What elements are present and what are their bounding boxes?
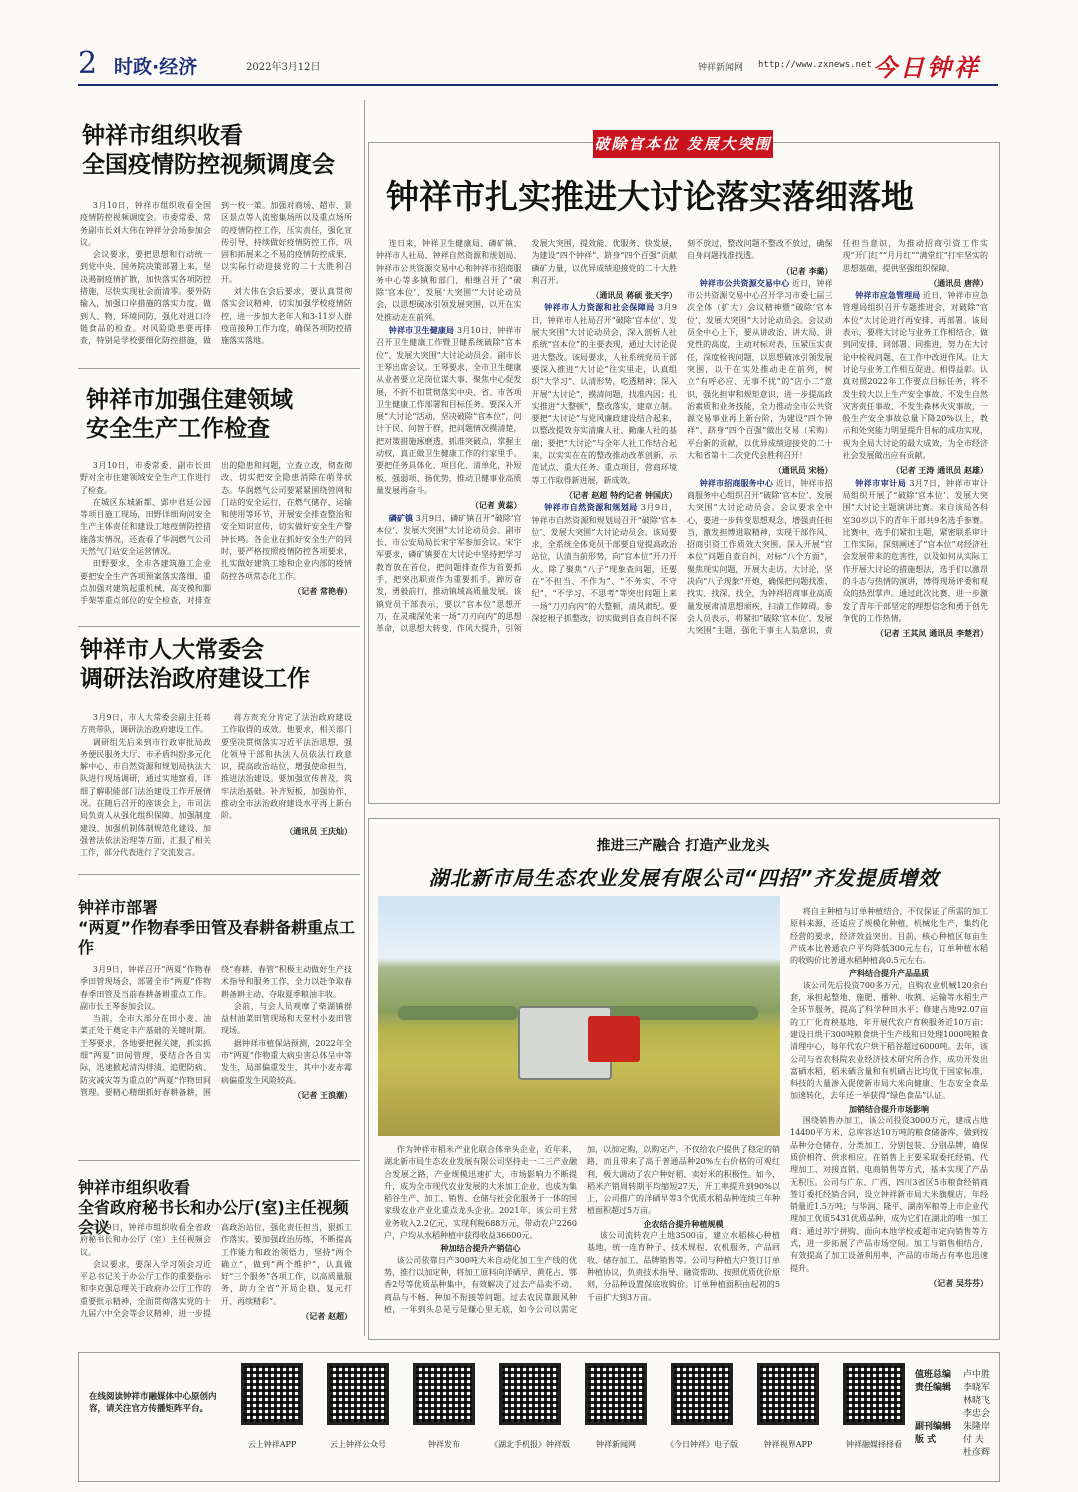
feature-title: 湖北新市局生态农业发展有限公司“四招”齐发提质增效 — [428, 866, 940, 890]
article4-title-line2: “两夏”作物春季田管及春耕备耕重点工作 — [78, 918, 356, 957]
article2-title-line1: 钟祥市加强住建领域 — [86, 387, 293, 413]
editor-name: 李晓军 — [963, 1383, 991, 1393]
qr-label: 《湖北手机报》钟祥版 — [490, 1440, 570, 1449]
editor-name: 付 夫 — [963, 1435, 984, 1445]
article1-title-line2: 全国疫情防控视频调度会 — [82, 151, 335, 178]
subhead: 钟祥市卫生健康局 — [388, 325, 455, 336]
editor-name: 李忠会 — [963, 1409, 991, 1419]
byline: （通讯员 宋杨） — [773, 465, 833, 476]
section-text: 近日，钟祥市应急管理局组织召开专题推进会，对破除“官本位”大讨论进行再安排、再部署。该局表示，要将大讨论与业务工作相结合，做到同安排、同部署、同推进，努力在大讨论中检视问题、在工作中改进作风。让大讨论与业务工作相互促进、相得益彰。认真对照2022年工作要点目标任务，将不发生较大以上生产安全事故、不发生自然灾害责任事故、不发生森林火灾事故，一般生产安全事故总量下降20%以上，教示和处突能力明显提升目标的成功实现，视为全局大讨论的最大成效，为全市经济社会发展做出应有贡献。 — [842, 291, 988, 461]
feature-para: 将自主种植与订单种植结合，不仅保证了所需的加工原料来源，还适应了规模化种植，机械化生产，集约化经营的要求，经济效益突出。目前，核心种植区每亩生产成本比普通农户平均降低300元左右，订单种植水稻的收购价比普通水稻种植高0.5元左右。 — [790, 907, 988, 966]
column-divider — [364, 100, 365, 1336]
byline: （通讯员 蒋硕 张天宇） — [591, 290, 677, 301]
editor-name: 林晓飞 — [963, 1396, 991, 1406]
article3-para: 调研组先后来到市行政审批局政务便民服务大厅、市矛盾纠纷多元化解中心、市自然资源和规划局执法大队进行现场调研，通过实地察看，详细了解职能部门法治建设工作开展情况。在随后召开的座谈会上，市司法局负责人从强化组织保障、加强制度建设、加强机制体制规范化建设、加强普法依法治理等方面，汇报了相关工作，部分代表进行了交流发言。 — [80, 737, 211, 858]
article3-para: 3月9日，市人大常委会副主任蒋方贵带队，调研法治政府建设工作。 — [80, 713, 211, 735]
main-story-banner: 破除官本位 发展大突围 — [593, 130, 773, 158]
newspaper-logo: 今日钟祥 — [873, 53, 981, 82]
qr-label: 钟祥视界APP — [763, 1440, 813, 1449]
section-text: 3月10日，钟祥市召开卫生健康工作暨卫健系统破除“官本位”、发展大突围”大讨论动员会。副市长王琴出席会议。王琴要求，全市卫生健康从业者要立足岗位谋大事、聚焦中心促发展，不折不扣贯彻落实中央、省、市各项卫生健康工作部署和目标任务。要深入开展“大讨论”活动，坚决破除“官本位”，问计于民、问智于群，把问题情况摸清楚，把对策措施琢磨透，抓准突破点，掌握主动权，真正做卫生健康工作的行家里手。要把任务具体化、项目化、清单化，补短板、强弱项、扬优势，推动卫健事业高质量发展再奋斗。 — [376, 326, 522, 495]
byline: （记者 赵超 特约记者 钟国庆） — [564, 489, 677, 500]
editor-role — [915, 1408, 959, 1421]
harvester-photo — [378, 896, 780, 1136]
subhead: 钟祥市人力资源和社会保障局 — [544, 302, 655, 313]
article1-body — [80, 200, 352, 358]
qr-code-icon[interactable] — [843, 1363, 905, 1425]
feature-subhead: 企农结合提升种植规模 — [643, 1218, 724, 1229]
article1-para: 刘大伟在会后要求，要认真贯彻落实会议精神，切实加强学校疫情防控，进一步加大老年人和3-11岁人群疫苗接种工作力度，确保各项防控措施落实落地。 — [221, 287, 352, 346]
feature-para: 该公司先后投资700多万元，自购农业机械120余台套，承担起整地、施肥、播种、收割、运输等水稻生产全环节服务，提高了科学种田水平；修建占地92.07亩的工厂化育秧基地，年开展代农户育秧服务近10万亩；建设日烘干300吨粮食烘干生产线和日处理1000吨粮食清理中心，每年代农户烘干稻谷超过6000吨。去年，该公司与省农科院农业经济技术研究所合作，成功开发出富硒水稻，稻米硒含量和有机硒占比均优于国家标准，科技的大量渗入促使新市局大米向健康、生态安全食品加速转化，去年还一举获得“绿色食品”认证。 — [790, 980, 988, 1101]
feature-para: 该公司流转农户土地3500亩，建立水稻核心种植基地，统一连育种子、技术规程、农机服务、产品回收、储存加工、品牌销售等。公司与种植大户签订订单种植协议，负责技术指导、融资帮助、按照优质优价原则，分品种设置保底收购价。订单种植面积由起初的5千亩扩大到3万亩。 — [587, 1231, 780, 1302]
qr-code-icon[interactable] — [327, 1363, 389, 1425]
editor-role: 副刊编辑 — [915, 1422, 952, 1432]
divider — [78, 626, 360, 627]
editor-role: 责任编辑 — [915, 1383, 952, 1393]
article4-byline: （记者 王浪潮） — [293, 1089, 352, 1100]
subhead: 钟祥市审计局 — [855, 477, 907, 488]
article3-title — [80, 636, 360, 694]
feature-subhead: 种加结合提升产销信心 — [440, 1243, 521, 1254]
byline: （记者 李璐） — [781, 265, 833, 276]
feature-byline: （记者 吴芬芬） — [929, 1277, 988, 1288]
article3-byline: （通讯员 王庆灿） — [285, 825, 352, 836]
footer-box — [78, 1352, 1000, 1482]
qr-label: 《今日钟祥》电子版 — [666, 1440, 738, 1449]
section-text: 近日，钟祥市招商服务中心组织召开“破除‘官本位’、发展大突围”大讨论动员会。会议要求全中心，要进一步转变思想观念，增强责任担当，激发担博进取精神，实现干部作风、招商引资工作质效大突围。深入开展“官本位”问题自查自纠，对标“八个方面”，聚焦现实问题，开展大走访、大讨论，坚决向“八子现象”开炮，确保把问题找准、找实、找深、找全，为钟祥招商事业高质量发展肃清思想顽疾，扫清工作障碍。参会人员表示，将紧扣“破除‘官本位’、发展大突围”主题，强化干事主人翁意识，责任担当意识，为推动招商引资工作实现“开门红”“月月红”“满堂红”打牢坚实的思想基础，提供坚强组织保障。 — [687, 239, 988, 636]
qr-code-icon[interactable] — [413, 1363, 475, 1425]
qr-code-icon[interactable] — [241, 1363, 303, 1425]
site-name: 钟祥新闻网 — [698, 63, 744, 73]
masthead-rule — [78, 84, 998, 86]
article4-body — [80, 964, 352, 1150]
article3-title-line2: 调研法治政府建设工作 — [80, 665, 310, 692]
byline: （记者 王涛 通讯员 赵雄） — [891, 465, 988, 476]
masthead — [78, 46, 998, 86]
feature-subhead: 加销结合提升市场影响 — [849, 1103, 929, 1114]
section-text: 3月7日，钟祥市审计局组织开展了“破除‘官本位’、发展大突围”大讨论主题演讲比赛。来自该局各科室30岁以下的青年干部共9名选手参赛。比赛中，选手们紧扣主题，紧密联系审计工作实际，深刻阐述了“官本位”对经济社会发展带来的危害性，以及如何从实际工作开展大讨论的措施想法，选手们以激昂的斗志与热情的演讲，博得现场评委和观众的热烈掌声。通过此次比赛，进一步激发了青年干部坚定的理想信念和勇于创先争优的工作热情。 — [842, 478, 988, 623]
main-story-title: 钟祥市扎实推进大讨论落实落细落地 — [386, 177, 914, 216]
main-story-body — [376, 238, 988, 796]
article2-title — [86, 386, 356, 444]
divider — [78, 368, 360, 369]
issue-date: 2022年3月12日 — [246, 62, 321, 73]
qr-label: 钟祥新闻网 — [596, 1440, 636, 1449]
site-url[interactable]: http://www.zxnews.net — [758, 60, 872, 70]
article5-para: 3月9日，钟祥市组织收看全省政府秘书长和办公厅（室）主任视频会议。 — [80, 1223, 211, 1257]
section-text: 3月9日，磷矿镇召开“破除‘官本位’、发展大突围”大讨论动员会。副市长、市公安局局长宋宇军参加会议。宋宇军要求，磷矿镇要在大讨论中坚持把学习教育放在首位，把问题排查作为首要抓手，把突出职责作为重要抓手，踔厉奋发，勇毅前行，推动镇域高质量发展。该镇党员干部表示，要以“官本位”思想开刀，在灵魂深处来一场“刀刃向内”的思想革命，以思想大转变、作风大提升，引领发展大突围，提效能、优服务、快发展，为建设“四个钟祥”、跻身“四个百强”贡献磷矿力量，以优异成绩迎接党的二十大胜利召开。 — [376, 239, 677, 634]
section-text: 3月9日，钟祥市人社局召开“破除‘官本位’、发展大突围”大讨论动员会，深入剖析人社系统“官本位”的主要表现，通过大讨论促进大整改。该局要求，人社系统党员干部要深入推进“大讨论”往实里走，认真组织“大学习”、认清形势，吃透精神；深入开展“大讨论”，摸清问题，找准内因；扎实推进“大整顿”，整改落实，建章立制。要把“大讨论”与党风廉政建设结合起来，以整改提效夯实清廉人社、勤廉人社的基础；要把“大讨论”与全年人社工作结合起来，以实实在在的整改推动改革创新、示范试点、重大任务、重点项目，营商环境等工作取得新进展，新成效。 — [531, 303, 678, 485]
feature-kicker: 推进三产融合 打造产业龙头 — [596, 838, 770, 854]
qr-label: 钟祥发布 — [428, 1440, 460, 1449]
section-name: 时政·经济 — [114, 56, 198, 78]
feature-para: 围绕销售办加工，该公司投资3000万元，建成占地14400平方米、总库容达10万吨的粮食储备库，做到按品种分仓储存、分类加工、分别包装、分别品牌，确保质价相符、供求相应。在销售上主要采取委托经销、代理加工、对接直销、电商销售等方式，基本实现了产品无积压。公司与广东、广西、四川3省区5市粮食经销商签订委托经销合同，设立钟祥新市局大米旗舰店，年经销量近1.5万吨；与华润、隆平、湖南军粮等上市企业代理加工优质5431优质品种，成为它们在湖北的唯一加工商；通过苏宁拼购、面向本地学校或超市定向销售等方式，进一步拓展了产品市场空间。加工与销售相结合，有效提高了加工设备利用率，产品的市场占有率也迅速提升。 — [790, 1116, 988, 1273]
subhead: 磷矿镇 — [388, 512, 414, 523]
subhead: 钟祥市公共资源交易中心 — [699, 277, 790, 288]
divider — [78, 1160, 360, 1161]
article5-title-line1: 钟祥市组织收看 — [78, 1178, 191, 1197]
subhead: 钟祥市自然资源和规划局 — [544, 502, 638, 513]
article1-title — [82, 122, 352, 180]
feature-subhead: 产科结合提升产品品质 — [849, 968, 929, 979]
article4-para: 当前，全市大部分在田小麦、油菜正处于奠定丰产基础的关键时期。王琴要求，各地要把握关键，抓实抓细“两夏”田间管理，要结合各自实际，迅速掀起清沟排渍、追肥防病、防灾减灾等为重点的“两夏”作物田间管理。要精心精细抓好春耕备耕，围绕“春耕、春管”积极主动做好生产技术指导和服务工作，全力以赴争取春耕备耕主动、夺取夏季粮油丰收。 — [80, 965, 352, 1097]
harvester-cab — [588, 1016, 640, 1062]
article5-body — [80, 1222, 352, 1334]
main-intro: 连日来，钟祥卫生健康局、磷矿镇、钟祥市人社局、钟祥自然资源和规划局、钟祥市公共资源交易中心和钟祥市招商服务中心等多镇和部门，相继召开了“破除‘官本位’、发展‘大突围’”大讨论动员会，以思想破冰引领发展突围，以开在实处推动走在前列。 — [376, 239, 522, 322]
article4-title — [78, 898, 362, 958]
qr-label: 钟祥融媒择择看 — [846, 1440, 902, 1449]
article4-title-line1: 钟祥市部署 — [78, 898, 159, 917]
editor-role: 值班总编 — [915, 1370, 952, 1380]
footer-tagline: 在线阅读钟祥市融媒体中心原创内容，请关注官方传播矩阵平台。 — [89, 1392, 217, 1414]
section-text: 3月9日，钟祥市自然资源和规划局召开“破除‘官本位’、发展大突围”大讨论动员会。该局要求，全系统全体党员干部要自觉提高政治站位，认清当前形势，向“官本位”开刀开火。除了聚焦“八子”现象查问题，还要在“不担当、不作为”、“不务实、不守纪”、“不学习、不思考”等突出问题上来一场“刀刃向内”的大整顿，清风肃纪。要深挖根子抓整改，切实做到自查自纠不深刻不放过，整改问题不整改不放过，确保自身问题找准找透。 — [531, 239, 833, 623]
subhead: 钟祥市应急管理局 — [855, 290, 921, 301]
feature-lower-body — [384, 1144, 780, 1334]
qr-code-icon[interactable] — [671, 1363, 733, 1425]
editor-name: 杜彦辉 — [963, 1448, 991, 1458]
editor-name: 朱隆岸 — [963, 1422, 991, 1432]
byline: （通讯员 唐萍） — [929, 277, 988, 288]
article2-title-line2: 安全生产工作检查 — [86, 415, 270, 442]
editor-role: 版 式 — [915, 1435, 937, 1445]
editor-role — [915, 1395, 959, 1408]
subhead: 钟祥市招商服务中心 — [699, 477, 774, 488]
divider — [78, 874, 360, 875]
article2-body — [80, 460, 352, 616]
feature-right-column — [790, 906, 988, 1330]
article5-byline: （记者 赵超） — [301, 1311, 352, 1322]
article1-title-line1: 钟祥市组织收看 — [82, 123, 243, 149]
qr-code-icon[interactable] — [499, 1363, 561, 1425]
page-number: 2 — [78, 46, 98, 81]
article1-para: 3月10日，钟祥市组织收看全国疫情防控视频调度会。市委常委、常务副市长刘大伟在钟祥分会场参加会议。 — [80, 201, 211, 247]
feature-para: 作为钟祥市稻米产业化联合体牵头企业，近年来，湖北新市局生态农业发展有限公司坚持走一二三产业融合发展之路，产业规模迅速扩大，市场影响力不断提升，成为全市现代农业发展的大米加工企业，也成为集稻谷生产、加工、销售、仓储与社会化服务于一体的国家级农业产业化重点龙头企业。2021年，该公司主营业务收入2.2亿元，实现利税688万元，带动农户2260户，户均从水稻种植中获得收益36600元。 — [384, 1145, 577, 1241]
article2-byline: （记者 常艳春） — [293, 585, 352, 596]
editor-name: 卢中胜 — [963, 1370, 991, 1380]
article4-para: 会前，与会人员观摩了柴湖镇群益村油菜田管现场和天堂村小麦田管现场。 — [221, 1001, 352, 1036]
article2-para: 3月10日，市委常委、副市长田野对全市住建领域安全生产工作进行了检查。 — [80, 461, 211, 495]
article5-title-line2: 全省政府秘书长和办公厅(室)主任视频会议 — [78, 1198, 349, 1237]
article4-para: 3月9日，钟祥召开“两夏”作物春季田管现场会，部署全市“两夏”作物春季田管及当前春耕备耕重点工作。副市长王琴参加会议。 — [80, 965, 211, 1011]
qr-label: 云上钟祥APP — [247, 1440, 297, 1449]
qr-label: 云上钟祥公众号 — [330, 1440, 386, 1449]
section-text: 近日，钟祥市公共资源交易中心召开学习市委七届三次全体（扩大）会议精神暨“破除‘官本位’、发展大突围”大讨论动员会。会议动员全中心上下，要从讲政治、讲大局、讲党性的高度，主动对标对表，压紧压实责任，深度检视问题，以思想破冰引领发展突围，以干在实处推动走在前列，树立“有呼必应、无事不扰”的“店小二”意识，强化担审和规矩意识，进一步提高政治素质和业务技能，全力推动全市公共资源交易事业再上新台阶，为建设“四个钟祥”、跻身“四个百强”做出交易（采购）平台新的贡献，以优异成绩迎接党的二十大和省第十二次党代会胜利召开！ — [687, 278, 833, 461]
byline: （记者 黄蕊） — [470, 500, 522, 511]
article2-para: 田野要求，全市各建筑施工企业要把安全生产各项预案落实落细，重点加强对建筑起重机械、高支模和脚手架等重点部位的安全检查，对排查出的隐患和问题，立查立改，彻查彻改，切实把安全隐患消除在萌芽状态。华润燃气公司要紧紧围绕管网和门站的安全运行，在燃气储存、运输和使用等环节，开展安全排查整治和安全知识宣传，切实做好安全生产警钟长鸣。各企业在抓好安全生产的同时，要严格按照疫情防控各项要求，扎实做好建筑工地和企业内部的疫情防控各项常态化工作。 — [80, 461, 352, 606]
article1-para: 会议要求，要把思想和行动统一到党中央、国务院决策部署上来，坚决遏制疫情扩散，加快落实各项防控措施，尽快实现社会面清零。要外防输入，加强口岸措施的落实力度，做到人、物、环境同防，强化对进口冷链食品的检查。对风险隐患要再排查，特别是学校要细化防控措施，做到一校一策。加强对商场、超市、景区景点等人流密集场所以及重点场所的疫情防控工作，压实责任，强化宣传引导，持续做好疫情防控工作，巩固和拓展来之不易的疫情防控成果，以实际行动迎接党的二十大胜利召开。 — [80, 201, 352, 346]
byline: （记者 王其凤 通讯员 李楚君） — [875, 628, 988, 639]
qr-code-icon[interactable] — [757, 1363, 819, 1425]
article3-para: 蒋方贵充分肯定了法治政府建设工作取得的成效。他要求，相关部门要坚决贯彻落实习近平法治思想，强化领导干部和执法人员依法行政意识，提高政治站位，增强使命担当，推进法治建设。要加强宣传普及，筑牢法治基础。补齐短板，加强协作，推动全市法治政府建设水平再上新台阶。 — [221, 713, 352, 821]
feature-para: 该公司依靠日产300吨大米自动化加工生产线的优势，推行以加定种，将加工原料向洋硒早、黄花占、鄂香2号等优质品种集中，有效解决了过去产品卖不动、商品与不畅、种加不衔接等问题。过去农民靠跟风种植，一年到头总是亏是赚心里无底，如今公司以需定加，以加定购，以购定产，不仅给农户提供了稳定的销路，而且带来了高于普通品种20%左右价格的可观红利，极大调动了农户种好稻、卖好米的积极性。如今，稻米产销周转期平均缩短27天，开工率提升到90%以上，公司推广的洋硒早等3个优质水稻品种连续三年种植面积超过5万亩。 — [384, 1145, 780, 1314]
article5-para: 会议要求，要深入学习领会习近平总书记关于办公厅工作的重要指示和李克强总理关于政府办公厅工作的重要批示精神，全面贯彻落实党的十九届六中全会等会议精神，进一步提高政治站位，强化责任担当，狠抓工作落实。要加强政治历练，不断提高工作能力和政治领悟力，坚持“两个确立”，做到“两个维护”，认真做好“三个服务”各项工作，以高质量服务，助力全省“开局企稳、复元打开、再续精彩”。 — [80, 1223, 352, 1319]
article2-para: 在城区东城新都、郢中君廷公园等项目施工现场，田野详细询问安全生产主体责任和建设工地疫情防控措施落实情况，还查看了华润燃气公司天然气门站安全运营情况。 — [80, 497, 211, 557]
article4-para: 据钟祥市植保站预测，2022年全市“两夏”作物重大病虫害总体呈中等发生，局部偏重发生，其中小麦赤霉病偏重发生风险较高。 — [221, 1038, 352, 1085]
qr-code-icon[interactable] — [585, 1363, 647, 1425]
tree-line — [398, 1006, 518, 1020]
article3-body — [80, 712, 352, 864]
article3-title-line1: 钟祥市人大常委会 — [80, 637, 264, 663]
